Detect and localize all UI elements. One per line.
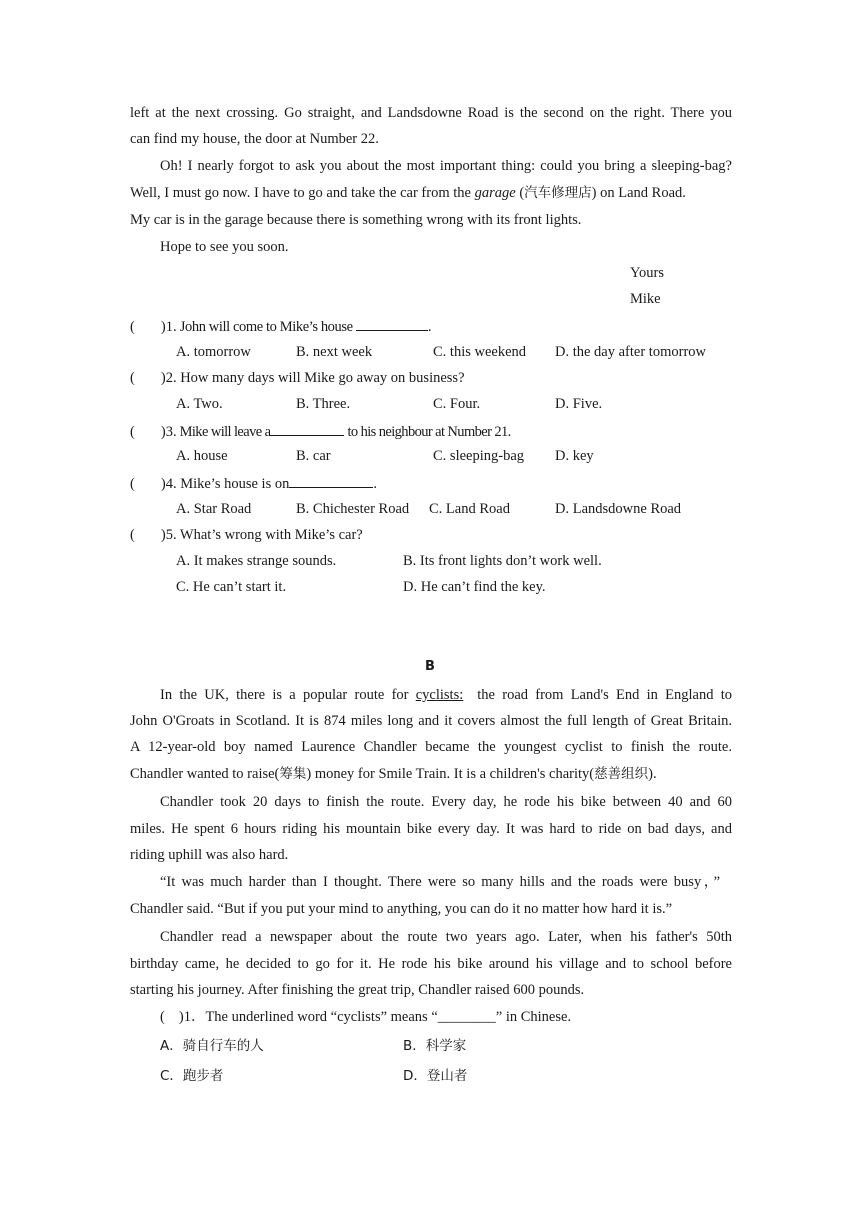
answer-paren-close: ) <box>160 476 166 492</box>
answer-paren-open: ( <box>130 319 135 335</box>
answer-blank: ________ <box>437 1009 496 1025</box>
option-a: A．骑自行车的人 <box>160 1038 264 1054</box>
p1-line-1-post: the road from Land's End in England to <box>477 687 732 703</box>
option-a: A. Two. <box>176 396 223 412</box>
answer-paren-close: ) <box>160 527 166 543</box>
option-c: C．跑步者 <box>160 1068 224 1084</box>
question-text: The underlined word “cyclists” means “ <box>205 1009 438 1025</box>
option-c: C. Land Road <box>429 501 510 517</box>
option-c: C. this weekend <box>433 344 527 360</box>
passage-b-p4-line-1: Chandler read a newspaper about the route two years ago. Later, when his father's 50th <box>160 929 732 945</box>
question-a3 <box>130 421 511 441</box>
option-b: B. Three. <box>296 396 351 412</box>
question-text: Mike’s house is on <box>176 476 290 492</box>
question-number: 2. <box>165 370 177 386</box>
p1-line-4-pre: Chandler wanted to raise( <box>130 766 280 782</box>
passage-b-p1-line-2: John O'Groats in Scotland. It is 874 miles long and it covers almost the full length of Great Britain. <box>130 713 732 729</box>
cyclists-underlined: cyclists: <box>415 687 464 703</box>
question-tail: to his neighbour at Number 21. <box>344 424 511 440</box>
option-b: B. next week <box>296 344 373 360</box>
question-number: 4. <box>165 476 177 492</box>
option-a: A. house <box>176 448 228 464</box>
question-tail: ” in Chinese. <box>495 1009 572 1025</box>
p1-line-1-pre: In the UK, there is a popular route for <box>160 687 416 703</box>
option-a: A. tomorrow <box>176 344 251 360</box>
option-c: C. He can’t start it. <box>176 579 287 595</box>
question-number: 1． <box>183 1009 206 1025</box>
answer-paren-open: ( <box>130 370 135 386</box>
option-b: B. Its front lights don’t work well. <box>403 553 602 569</box>
passage-a-line-4 <box>130 184 686 202</box>
question-tail: . <box>427 319 432 335</box>
answer-paren-close: ) <box>178 1009 184 1025</box>
answer-blank <box>270 421 344 436</box>
question-number: 3. <box>165 424 177 440</box>
answer-blank <box>289 473 373 488</box>
question-text: John will come to Mike’s house <box>176 319 356 335</box>
passage-a-line-3: Oh! I nearly forgot to ask you about the most important thing: could you bring a sleeping-bag? <box>160 158 732 174</box>
option-b: B. Chichester Road <box>296 501 410 517</box>
option-c: C. Four. <box>433 396 481 412</box>
passage-b-p3-line-2: Chandler said. “But if you put your mind to anything, you can do it no matter how hard it is.” <box>130 901 673 917</box>
answer-blank <box>356 316 428 331</box>
letter-closing: Yours <box>630 265 664 281</box>
option-d: D. the day after tomorrow <box>555 344 706 360</box>
option-d: D. He can’t find the key. <box>403 579 546 595</box>
passage-a-line-5: My car is in the garage because there is something wrong with its front lights. <box>130 212 582 228</box>
passage-b-p1-line-4 <box>130 765 657 783</box>
option-b: B．科学家 <box>403 1038 467 1054</box>
passage-b-p4-line-2: birthday came, he decided to go for it. He rode his bike around his village and to school before <box>130 956 732 972</box>
question-b1 <box>160 1008 571 1026</box>
question-a1 <box>130 316 432 336</box>
passage-a-line-6: Hope to see you soon. <box>160 239 289 255</box>
passage-b-p4-line-3: starting his journey. After finishing the great trip, Chandler raised 600 pounds. <box>130 982 585 998</box>
answer-paren-close: ) <box>160 319 166 335</box>
answer-paren-open: ( <box>160 1009 165 1025</box>
section-b-title: B <box>425 659 435 674</box>
question-text: What’s wrong with Mike’s car? <box>176 527 363 543</box>
passage-b-p1-line-3: A 12-year-old boy named Laurence Chandler became the youngest cyclist to finish the route. <box>130 739 732 755</box>
question-a2 <box>130 369 465 387</box>
question-a5 <box>130 526 363 544</box>
answer-paren-close: ) <box>160 424 166 440</box>
answer-paren-open: ( <box>130 424 135 440</box>
letter-signature: Mike <box>630 291 661 307</box>
passage-a-line-4-text: Well, I must go now. I have to go and take the car from the <box>130 185 475 201</box>
question-a4 <box>130 473 377 493</box>
garage-word: garage <box>474 185 516 201</box>
answer-paren-open: ( <box>130 476 135 492</box>
option-b: B. car <box>296 448 331 464</box>
charity-gloss-cn: 慈善组织 <box>594 766 649 782</box>
passage-b-p1-line-1 <box>160 686 732 704</box>
option-c: C. sleeping-bag <box>433 448 525 464</box>
option-d: D. Five. <box>555 396 603 412</box>
p1-line-4-mid: ) money for Smile Train. It is a children's charity( <box>306 766 595 782</box>
passage-b-p2-line-2: miles. He spent 6 hours riding his mountain bike every day. It was hard to ride on bad days, and <box>130 821 732 837</box>
option-d: D．登山者 <box>403 1068 468 1084</box>
option-a: A. Star Road <box>176 501 252 517</box>
option-a: A. It makes strange sounds. <box>176 553 337 569</box>
gloss-close: ) on Land Road. <box>591 185 686 201</box>
gloss-open: ( <box>515 185 525 201</box>
passage-a-line-1: left at the next crossing. Go straight, and Landsdowne Road is the second on the right. There you <box>130 105 732 121</box>
question-text: How many days will Mike go away on business? <box>176 370 465 386</box>
passage-b-p2-line-3: riding uphill was also hard. <box>130 847 289 863</box>
question-number: 1. <box>165 319 177 335</box>
raise-gloss-cn: 筹集 <box>279 766 307 782</box>
answer-paren-close: ) <box>160 370 166 386</box>
question-tail: . <box>373 476 377 492</box>
p1-line-4-post: ). <box>648 766 657 782</box>
passage-b-p3-line-1: “It was much harder than I thought. There were so many hills and the roads were busy，” <box>160 874 720 890</box>
garage-gloss-cn: 汽车修理店 <box>524 185 592 201</box>
question-number: 5. <box>165 527 177 543</box>
passage-b-p2-line-1: Chandler took 20 days to finish the route. Every day, he rode his bike between 40 and 60 <box>160 794 732 810</box>
option-d: D. key <box>555 448 594 464</box>
answer-paren-open: ( <box>130 527 135 543</box>
passage-a-line-2: can find my house, the door at Number 22. <box>130 131 379 147</box>
question-text: Mike will leave a <box>176 424 271 440</box>
option-d: D. Landsdowne Road <box>555 501 682 517</box>
